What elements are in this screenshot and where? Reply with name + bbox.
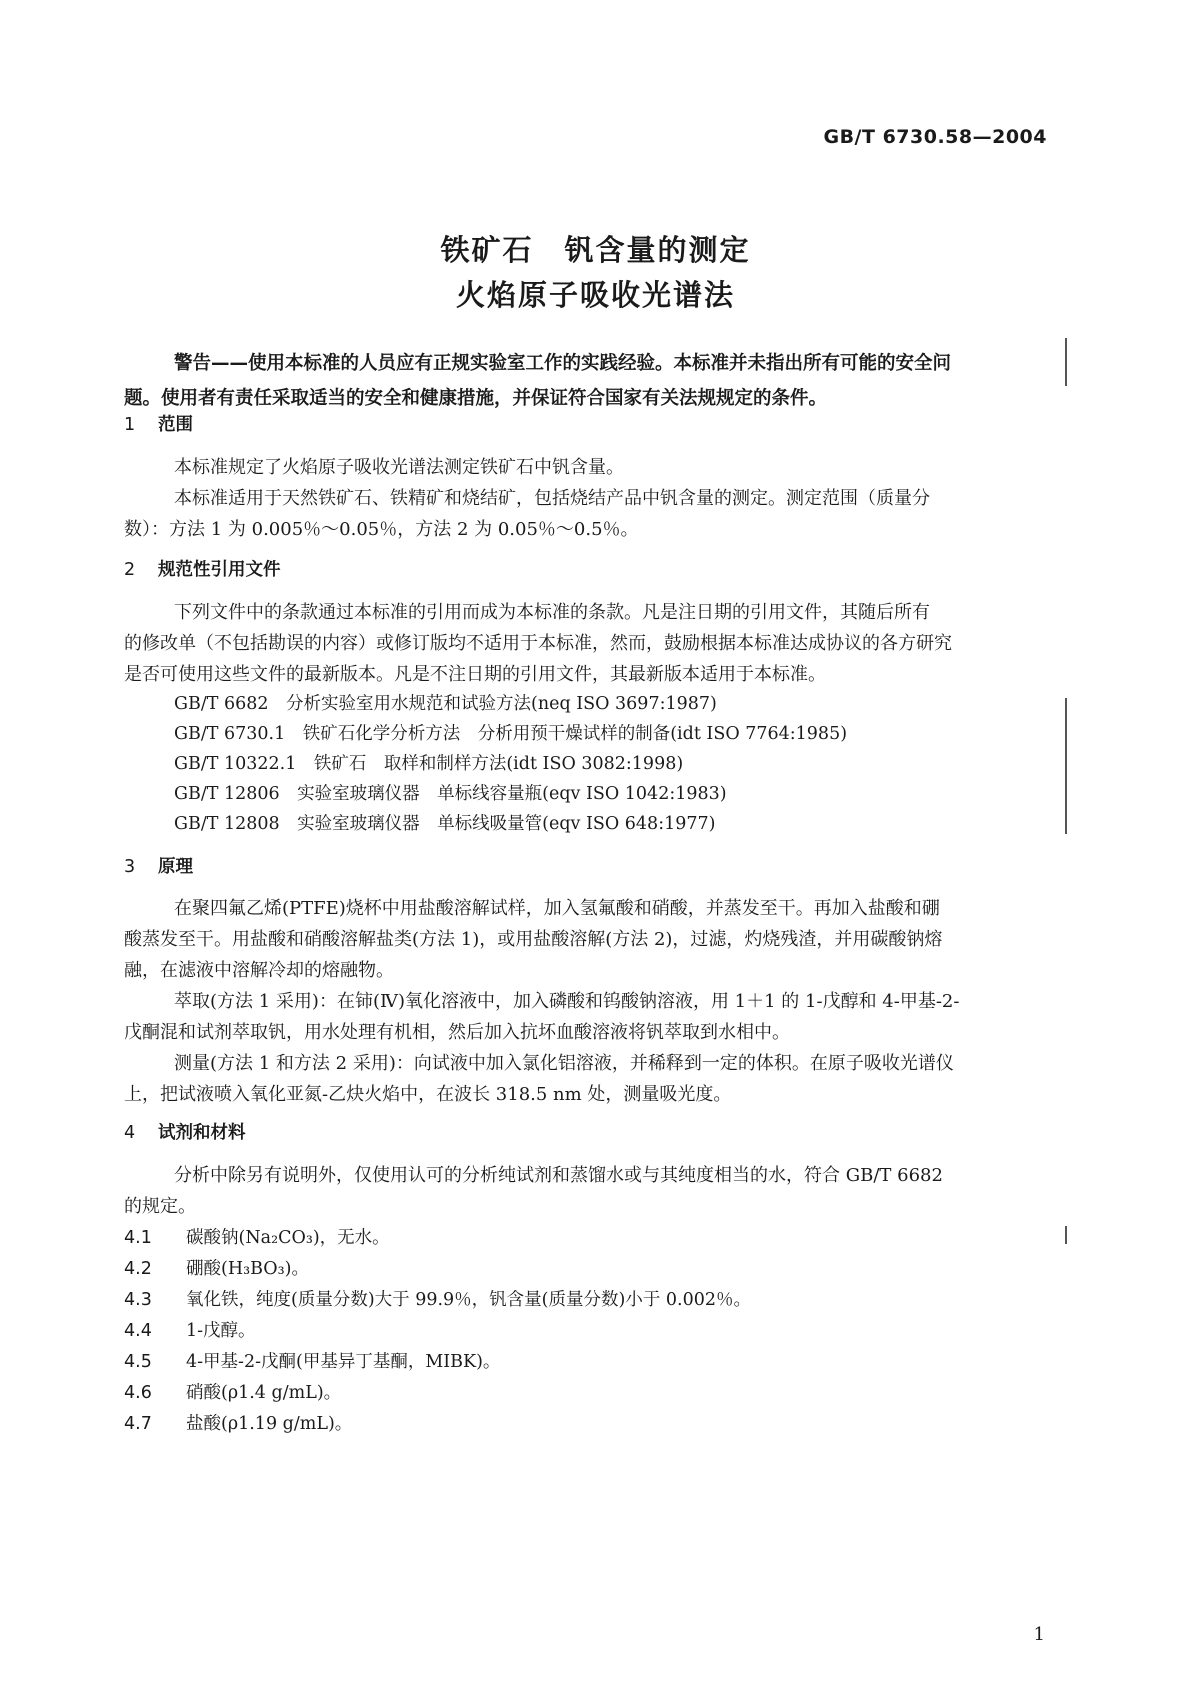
standard-number: GB/T 6730.58—2004: [823, 126, 1047, 148]
paragraph: 本标准规定了火焰原子吸收光谱法测定铁矿石中钒含量。: [174, 457, 624, 478]
reagent-item: [124, 1379, 341, 1404]
warning-block: [124, 346, 1070, 416]
section-number: 4: [124, 1123, 136, 1143]
item-number: 4.5: [124, 1352, 152, 1372]
section-title: 规范性引用文件: [158, 560, 281, 580]
item-text: 1-戊醇。: [186, 1321, 256, 1341]
paragraph: 本标准适用于天然铁矿石、铁精矿和烧结矿，包括烧结产品中钒含量的测定。测定范围（质量分: [174, 488, 930, 509]
paragraph: 数）：方法 1 为 0.005％～0.05％，方法 2 为 0.05％～0.5％。: [124, 519, 639, 540]
reference-item: GB/T 6682 分析实验室用水规范和试验方法(neq ISO 3697:1987): [174, 694, 717, 714]
reagent-item: [124, 1410, 352, 1435]
paragraph: 融，在滤液中溶解冷却的熔融物。: [124, 960, 394, 981]
item-number: 4.3: [124, 1290, 152, 1310]
title-line-1: 铁矿石 钒含量的测定: [440, 233, 751, 267]
warning-line-2: 题。使用者有责任采取适当的安全和健康措施，并保证符合国家有关法规规定的条件。: [124, 388, 828, 409]
change-bar: [1065, 338, 1067, 386]
item-text: 碳酸钠(Na₂CO₃)，无水。: [186, 1228, 390, 1248]
section-number: 3: [124, 857, 136, 877]
item-number: 4.1: [124, 1228, 152, 1248]
reagent-item: [124, 1255, 309, 1280]
paragraph: 的修改单（不包括勘误的内容）或修订版均不适用于本标准，然而，鼓励根据本标准达成协议的各方研究: [124, 633, 952, 654]
reference-item: GB/T 12806 实验室玻璃仪器 单标线容量瓶(eqv ISO 1042:1983): [174, 784, 727, 804]
paragraph: 测量(方法 1 和方法 2 采用)：向试液中加入氯化铝溶液，并稀释到一定的体积。在原子吸收光谱仪: [174, 1053, 954, 1074]
section-number: 1: [124, 415, 136, 435]
reference-item: GB/T 12808 实验室玻璃仪器 单标线吸量管(eqv ISO 648:1977): [174, 814, 716, 834]
section-3-heading: [124, 853, 193, 878]
paragraph: 在聚四氟乙烯(PTFE)烧杯中用盐酸溶解试样，加入氢氟酸和硝酸，并蒸发至干。再加入盐酸和硼: [174, 898, 940, 919]
paragraph: 萃取(方法 1 采用)：在铈(Ⅳ)氧化溶液中，加入磷酸和钨酸钠溶液，用 1＋1 的 1-戊醇和 4-甲基-2-: [174, 991, 960, 1012]
reagent-item: [124, 1286, 751, 1311]
item-number: 4.6: [124, 1383, 152, 1403]
section-title: 原理: [158, 857, 193, 877]
reagent-item: [124, 1348, 500, 1373]
change-bar: [1065, 698, 1067, 834]
paragraph: 的规定。: [124, 1196, 196, 1217]
reagent-item: [124, 1317, 256, 1342]
paragraph: 是否可使用这些文件的最新版本。凡是不注日期的引用文件，其最新版本适用于本标准。: [124, 664, 826, 685]
section-1-heading: [124, 411, 193, 436]
section-title: 范围: [158, 415, 193, 435]
section-title: 试剂和材料: [158, 1123, 246, 1143]
item-text: 4-甲基-2-戊酮(甲基异丁基酮，MIBK)。: [186, 1352, 501, 1372]
paragraph: 下列文件中的条款通过本标准的引用而成为本标准的条款。凡是注日期的引用文件，其随后所有: [174, 602, 930, 623]
title-line-2: 火焰原子吸收光谱法: [455, 278, 735, 312]
reagent-item: [124, 1224, 390, 1249]
item-number: 4.7: [124, 1414, 152, 1434]
paragraph: 分析中除另有说明外，仅使用认可的分析纯试剂和蒸馏水或与其纯度相当的水，符合 GB/T 6682: [174, 1165, 943, 1186]
item-number: 4.4: [124, 1321, 152, 1341]
change-bar: [1065, 1226, 1067, 1244]
item-text: 硝酸(ρ1.4 g/mL)。: [186, 1383, 342, 1403]
paragraph: 戊酮混和试剂萃取钒，用水处理有机相，然后加入抗坏血酸溶液将钒萃取到水相中。: [124, 1022, 790, 1043]
section-4-heading: [124, 1119, 246, 1144]
paragraph: 酸蒸发至干。用盐酸和硝酸溶解盐类(方法 1)，或用盐酸溶解(方法 2)，过滤，灼烧残渣，并用碳酸钠熔: [124, 929, 943, 950]
page-number: 1: [1033, 1624, 1045, 1645]
item-text: 硼酸(H₃BO₃)。: [186, 1259, 309, 1279]
section-2-heading: [124, 556, 281, 581]
item-text: 氧化铁，纯度(质量分数)大于 99.9％，钒含量(质量分数)小于 0.002％。: [186, 1290, 751, 1310]
reference-item: GB/T 10322.1 铁矿石 取样和制样方法(idt ISO 3082:1998): [174, 754, 684, 774]
warning-line-1: 警告——使用本标准的人员应有正规实验室工作的实践经验。本标准并未指出所有可能的安全问: [174, 353, 952, 374]
section-number: 2: [124, 560, 136, 580]
reference-item: GB/T 6730.1 铁矿石化学分析方法 分析用预干燥试样的制备(idt ISO 7764:1985): [174, 724, 848, 744]
paragraph: 上，把试液喷入氧化亚氮-乙炔火焰中，在波长 318.5 nm 处，测量吸光度。: [124, 1084, 732, 1105]
item-number: 4.2: [124, 1259, 152, 1279]
item-text: 盐酸(ρ1.19 g/mL)。: [186, 1414, 353, 1434]
